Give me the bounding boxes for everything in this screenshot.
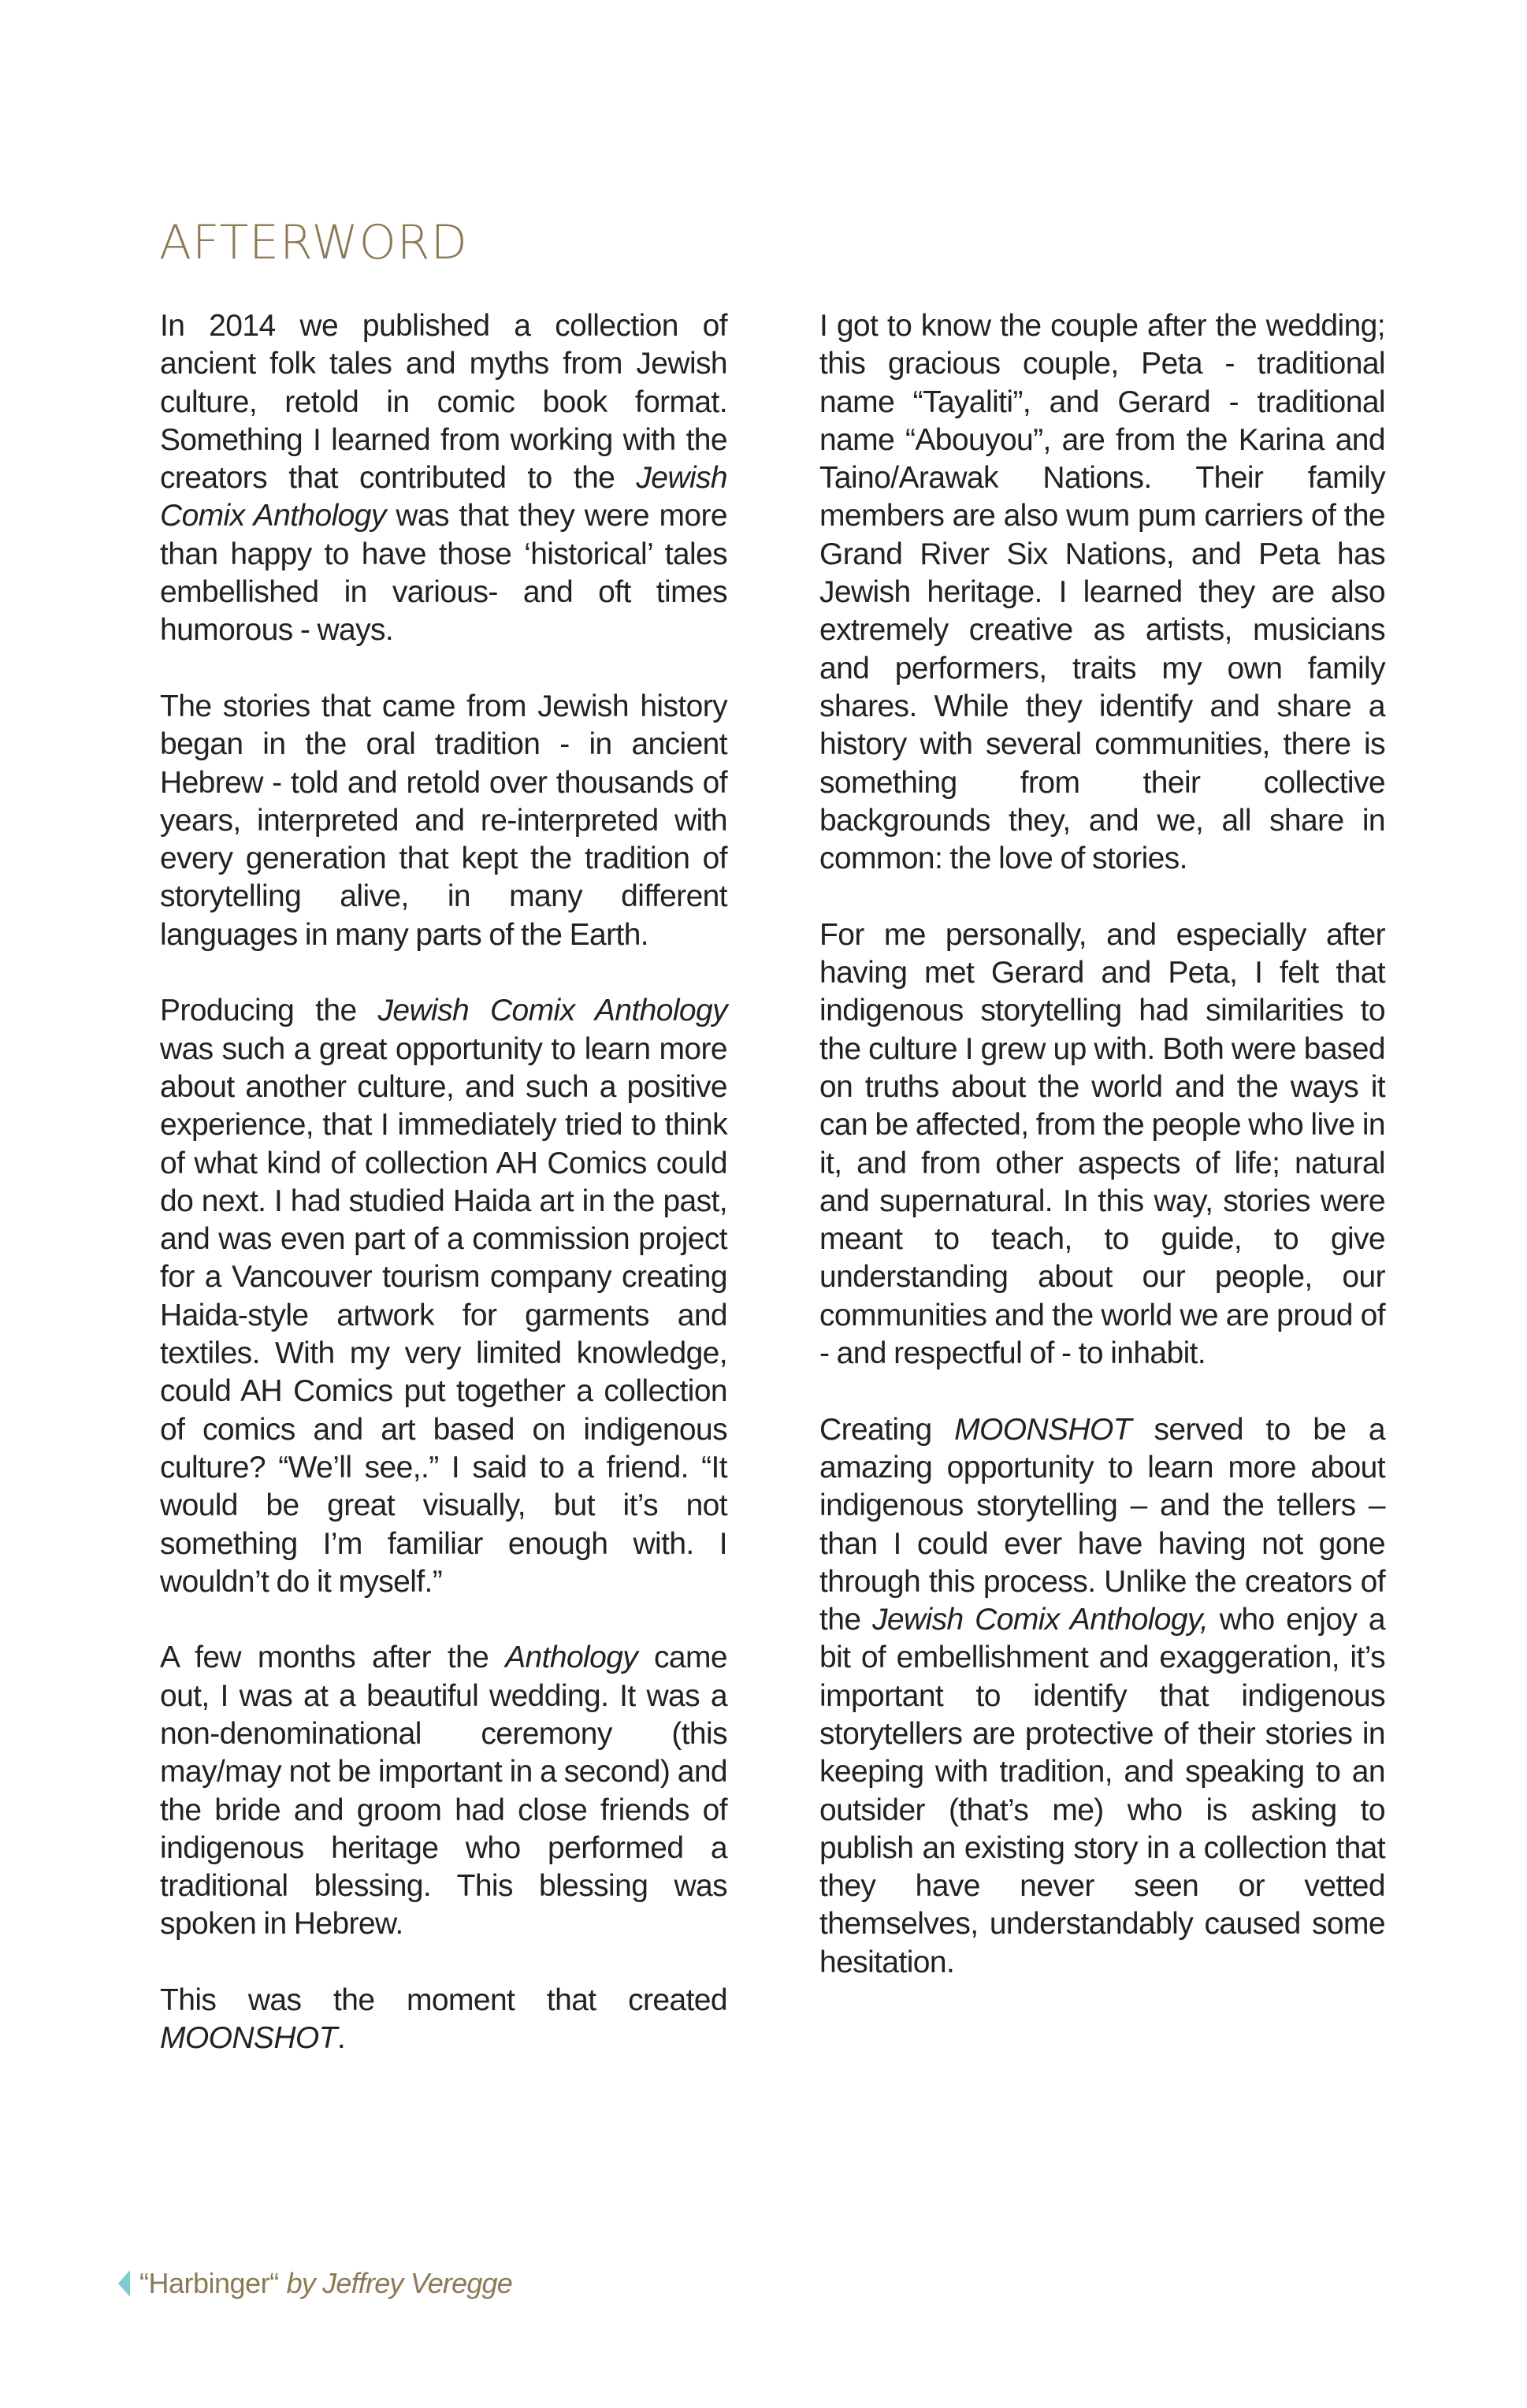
italic-title: Jewish Comix Anthology: [377, 994, 727, 1028]
paragraph-text: was such a great opportunity to learn more about another culture, and such a positive experience, that I immediately tried to think of what kind of collection AH Comics could do next. I had studied Haida art in the past, and was even part of a commission project for a Vancouver tourism company creating Haida-style artwork for garments and textiles. With my very limited knowledge, could AH Comics put together a collection of comics and art based on indigenous culture? “We’ll see,.” I said to a friend. “It would be great visually, but it’s not something I’m familiar enough with. I wouldn’t do it myself.”: [160, 1031, 727, 1599]
paragraph: [160, 1639, 727, 1943]
paragraph-text: In 2014 we published a collection of ancient folk tales and myths from Jewish culture, retold in comic book format. Something I learned from working with the creators that contributed to the: [160, 309, 727, 496]
paragraph: [160, 307, 727, 650]
italic-title: MOONSHOT: [954, 1412, 1131, 1447]
paragraph: [819, 1411, 1385, 1982]
left-column: [160, 307, 727, 2096]
italic-title: Jewish Comix Anthology,: [872, 1603, 1209, 1637]
caption-title: “Harbinger“: [139, 2267, 279, 2299]
paragraph-text: Creating: [819, 1412, 955, 1447]
page-footer-caption: [118, 2266, 512, 2301]
paragraph: The stories that came from Jewish history began in the oral tradition - in ancient Hebrew - told and retold over thousands of years, interpreted and re-interpreted with every generation that kept the tradition of storytelling alive, in many different languages in many parts of the Earth.: [160, 689, 727, 952]
caption-byline: by Jeffrey Veregge: [286, 2267, 512, 2299]
paragraph-text: Producing the: [160, 994, 378, 1028]
paragraph: [160, 1982, 727, 2058]
paragraph-text: was that they were more than happy to have those ‘historical’ tales embellished in various- and oft times humorous - ways.: [160, 499, 727, 648]
paragraph-text: served to be a amazing opportunity to learn more about indigenous storytelling – and the tellers – than I could ever have having not gone through this process. Unlike the creators of the: [819, 1412, 1385, 1637]
italic-title: Anthology: [505, 1641, 638, 1675]
italic-title: Jewish Comix Anthology: [160, 461, 727, 533]
paragraph: For me personally, and especially after having met Gerard and Peta, I felt that indigenous storytelling had similarities to the culture I grew up with. Both were based on truths about the world and the ways it can be affected, from the people who live in it, and from other aspects of life; natural and supernatural. In this way, stories were meant to teach, to guide, to give understanding about our people, our communities and the world we are proud of - and respectful of - to inhabit.: [819, 917, 1385, 1371]
triangle-left-icon: [118, 2270, 130, 2297]
italic-title: MOONSHOT: [160, 2021, 337, 2056]
page-title: AFTERWORD: [159, 215, 468, 270]
paragraph: [160, 992, 727, 1601]
paragraph: I got to know the couple after the wedding; this gracious couple, Peta - traditional name “Tayaliti”, and Gerard - traditional name “Abouyou”, are from the Karina and Taino/Arawak Nations. Their family members are also wum pum carriers of the Grand River Six Nations, and Peta has Jewish heritage. I learned they are also extremely creative as artists, musicians and performers, traits my own family shares. While they identify and share a history with several communities, there is something from their collective backgrounds they, and we, all share in common: the love of stories.: [819, 309, 1385, 876]
right-column: [819, 307, 1385, 2020]
paragraph-text: who enjoy a bit of embellishment and exaggeration, it’s important to identify that indigenous storytellers are protective of their stories in keeping with tradition, and speaking to an outsider (that’s me) who is asking to publish an existing story in a collection that they have never seen or vetted themselves, understandably caused some hesitation.: [819, 1603, 1386, 1979]
paragraph-text: This was the moment that created: [160, 1983, 727, 2018]
paragraph-text: .: [336, 2021, 346, 2056]
paragraph-text: came out, I was at a beautiful wedding. It was a non-denominational ceremony (this may/may not be important in a second) and the bride and groom had close friends of indigenous heritage who performed a traditional blessing. This blessing was spoken in Hebrew.: [160, 1641, 727, 1942]
paragraph-text: A few months after the: [160, 1641, 506, 1675]
